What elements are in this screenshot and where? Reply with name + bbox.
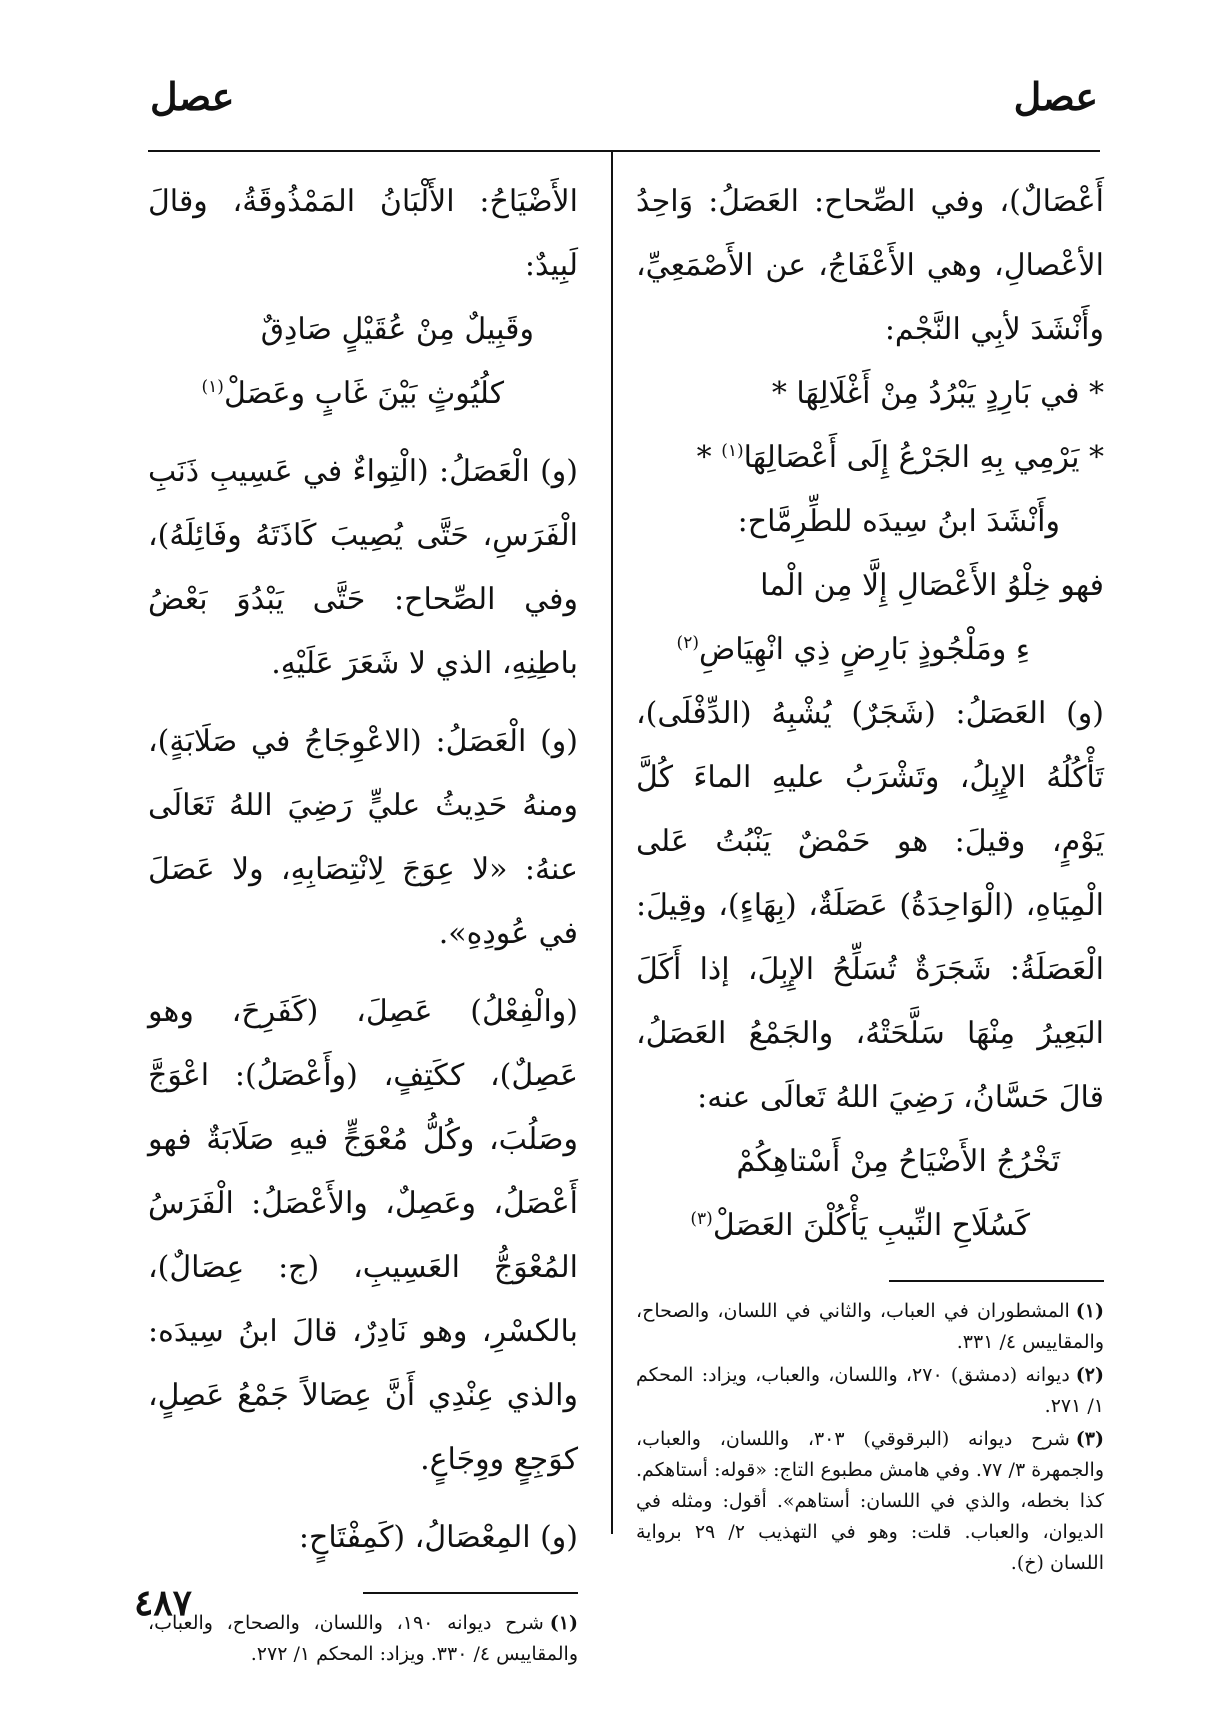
verse-line	[148, 298, 578, 362]
entry-text	[636, 682, 1104, 1130]
footnote-number: (١)	[1075, 1300, 1104, 1322]
text-line: بالكسْرِ، وهو نَادِرٌ، قالَ ابنُ سِيدَه:	[148, 1314, 578, 1349]
text-line: والذي عِنْدِي أَنَّ عِصَالاً جَمْعُ عَصِلٍ،	[148, 1378, 578, 1413]
footnote	[636, 1424, 1104, 1579]
verse-text: ءِ ومَلْجُوذٍ بَارِضٍ ذِي انْهِيَاضِ	[698, 632, 1030, 667]
footnote-text: شرح ديوانه (البرقوقي) ٣٠٣، واللسان، والعباب، والجمهرة ٣/ ٧٧. وفي هامش مطبوع التاج: «قوله: أستاهكم. كذا بخطه، والذي في اللسان: أستاهم». أقول: ومثله في الديوان، والعباب. قلت: وهو في التهذيب ٢/ ٢٩ برواية اللسان (خ).	[636, 1428, 1104, 1574]
text-line: الأَصْمَعِيِّ، وأَنْشَدَ لأبِي النَّجْم:	[636, 248, 1104, 347]
text-line: وأَنْشَدَ ابنُ سِيدَه للطِّرِمَّاح:	[737, 504, 1060, 539]
verse-line	[148, 362, 578, 426]
footnote-marker: (١)	[721, 441, 744, 461]
text-line: وَاحِدُ الأعْصالِ، وهي الأَعْفَاجُ، عن	[636, 184, 1104, 283]
footnote-text: ديوانه (دمشق) ٢٧٠، واللسان، والعباب، ويزاد: المحكم ١/ ٢٧١.	[636, 1364, 1104, 1417]
column-divider	[611, 152, 613, 1534]
text-line: المُعْوَجُّ العَسِيبِ، (ج: عِصَالٌ)،	[148, 1250, 578, 1285]
text-line: وصَلُبَ، وكُلُّ مُعْوَجٍّ فيهِ صَلَابَةٌ فهو	[148, 1122, 578, 1157]
text-line: تَأْكُلُهُ الإِبِلُ، وتَشْرَبُ عليهِ الماءَ كُلَّ يَوْمٍ،	[636, 760, 1104, 859]
verse-text: فهو خِلْوُ الأَعْصَالِ إِلَّا مِن الْما	[760, 568, 1104, 603]
header-rule	[148, 150, 1100, 152]
footnote-rule	[363, 1592, 578, 1594]
text-line: وفَائِلَهُ)، وفي الصِّحاح: حَتَّى يَبْدُوَ	[148, 518, 578, 617]
entry-text	[636, 170, 1104, 362]
text-line: (و) العَصَلُ: (شَجَرٌ) يُشْبِهُ (الدِّفْلَى)،	[636, 696, 1104, 731]
text-line: أَعْصَلُ، وعَصِلٌ، والأَعْصَلُ: الْفَرَسُ	[148, 1186, 578, 1221]
footnote-number: (١)	[549, 1612, 578, 1634]
text-line: تَعَالَى عنهُ: «لا عِوَجَ لِانْتِصَابِهِ، ولا	[148, 788, 578, 887]
text-line: (و) المِعْصَالُ، (كَمِفْتَاحٍ:	[298, 1520, 578, 1555]
verse-line	[636, 426, 1104, 490]
text-line: عَصِلٌ)، ككَتِفٍ، (وأَعْصَلُ): اعْوَجَّ	[148, 1058, 578, 1093]
left-column	[148, 170, 578, 1672]
verse-text: كلُيُوثٍ بَيْنَ غَابٍ وعَصَلْ	[223, 376, 504, 411]
running-head-right: عصل	[1013, 74, 1098, 119]
text-line: وقيلَ: هو حَمْضٌ يَنْبُتُ عَلى الْمِيَاهِ،	[636, 824, 1104, 923]
footnote-text: المشطوران في العباب، والثاني في اللسان، والصحاح، والمقاييس ٤/ ٣٣١.	[636, 1300, 1104, 1353]
entry-text	[148, 1506, 578, 1570]
verse-text: تَخْرُجُ الأَضْيَاحُ مِنْ أَسْتاهِكُمْ	[736, 1144, 1060, 1179]
text-line: أَعْصَالٌ)، وفي الصِّحاح: العَصَلُ:	[708, 184, 1104, 219]
text-line: بَعْضُ باطِنِهِ، الذي لا شَعَرَ عَلَيْهِ.	[148, 582, 578, 681]
verse-intro	[636, 490, 1104, 554]
verse-line	[636, 1194, 1104, 1258]
text-line: حَسَّانُ، رَضِيَ اللهُ تَعالَى عنه:	[697, 1080, 1050, 1115]
verse-text: * يَرْمِي بِهِ الجَرْعُ إِلَى أَعْصَالِهَا	[743, 440, 1104, 475]
footnote-marker: (٣)	[690, 1209, 713, 1229]
footnote-rule	[889, 1280, 1104, 1282]
text-line: كوَجِعٍ ووِجَاعٍ.	[420, 1442, 578, 1477]
text-line: عَصَلَ في عُودِهِ».	[148, 852, 578, 951]
running-head-left: عصل	[150, 74, 235, 119]
page-number: ٤٨٧	[134, 1582, 193, 1624]
entry-text	[148, 170, 578, 298]
text-line: (و) الْعَصَلُ: (الْتِواءٌ في عَسِيبِ	[209, 454, 578, 489]
verse-line	[636, 618, 1104, 682]
text-line: (الْوَاحِدَةُ) عَصَلَةٌ، (بِهَاءٍ)، وقِيلَ:	[636, 888, 1015, 923]
text-line: (و) الْعَصَلُ: (الاعْوِجَاجُ في	[251, 724, 578, 759]
text-line: البَعِيرُ مِنْهَا سَلَّحَتْهُ، والجَمْعُ العَصَلُ، قالَ	[636, 1016, 1104, 1115]
text-line: الْعَصَلَةُ: شَجَرَةٌ تُسَلِّحُ الإِبِلَ، إذا أَكَلَ	[636, 952, 1104, 987]
right-column	[636, 170, 1104, 1581]
verse-line	[636, 554, 1104, 618]
footnote-number: (٢)	[1075, 1364, 1104, 1386]
verse-text: وقَبِيلٌ مِنْ عُقَيْلٍ صَادِقٌ	[260, 312, 534, 347]
text-line: صَلَابَةٍ)، ومنهُ حَدِيثُ عليٍّ رَضِيَ اللهُ	[148, 724, 578, 823]
text-line: الأَضْيَاحُ: الأَلْبَانُ المَمْذُوقَةُ، وقالَ	[148, 184, 578, 219]
entry-text	[148, 710, 578, 966]
footnote-number: (٣)	[1075, 1428, 1104, 1450]
verse-line	[636, 362, 1104, 426]
footnote-text: شرح ديوانه ١٩٠، واللسان، والصحاح، والعباب، والمقاييس ٤/ ٣٣٠. ويزاد: المحكم ١/ ٢٧٢.	[148, 1612, 578, 1665]
text-line: (والْفِعْلُ) عَصِلَ، (كَفَرِحَ، وهو	[148, 994, 578, 1029]
entry-text	[148, 980, 578, 1492]
text-line: ذَنَبِ الْفَرَسِ، حَتَّى يُصِيبَ كَاذَتَهُ	[148, 454, 578, 553]
entry-text	[148, 440, 578, 696]
verse-text: كَسُلَاحِ النِّيبِ يَأْكُلْنَ العَصَلْ	[712, 1208, 1030, 1243]
verse-star: *	[696, 440, 712, 475]
verse-text: * في بَارِدٍ يَبْرُدُ مِنْ أَغْلَالِهَا *	[771, 376, 1104, 411]
footnote	[148, 1608, 578, 1670]
text-line: لَبِيدٌ:	[524, 248, 578, 283]
verse-line	[636, 1130, 1104, 1194]
footnote	[636, 1296, 1104, 1358]
footnote-marker: (١)	[201, 377, 224, 397]
footnote-marker: (٢)	[676, 633, 699, 653]
footnote	[636, 1360, 1104, 1422]
